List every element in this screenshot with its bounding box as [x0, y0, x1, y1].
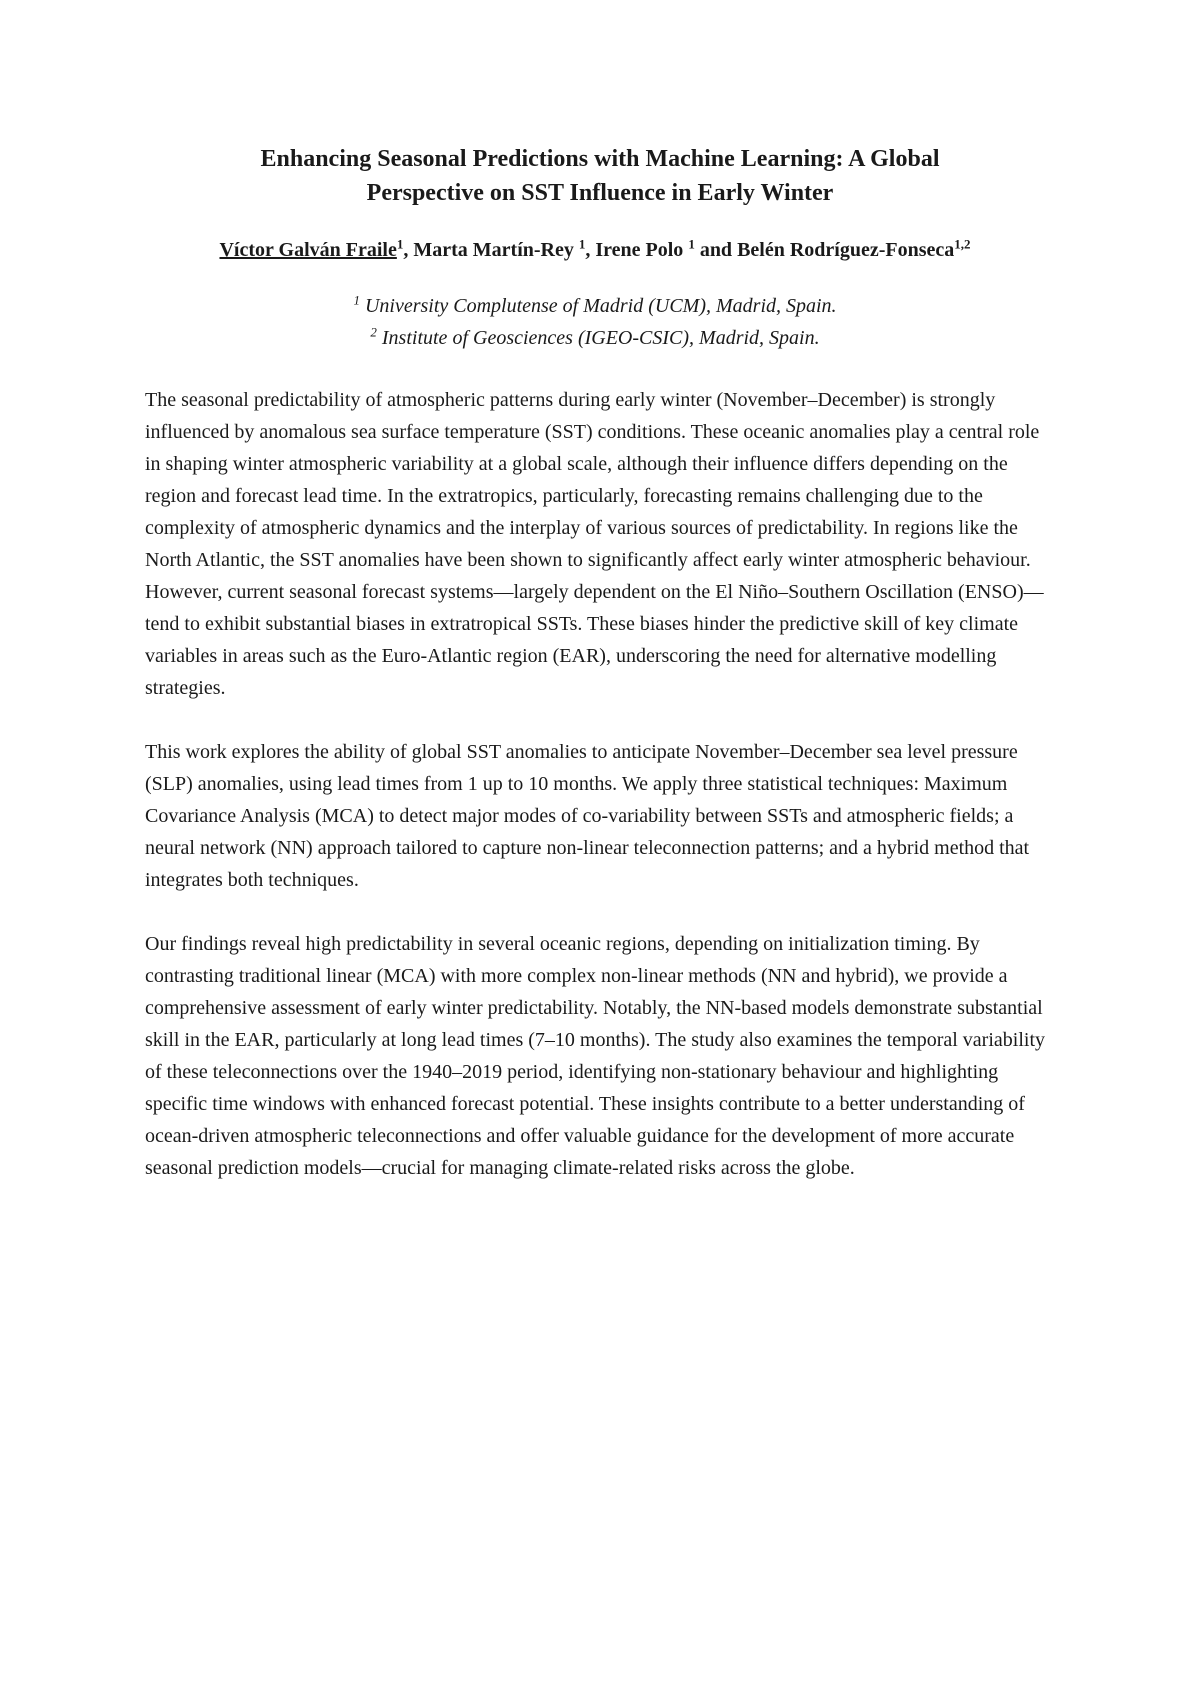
affiliation-mark: 2 [370, 324, 377, 340]
author-name: Irene Polo [595, 239, 689, 261]
author-name: Marta Martín-Rey [413, 239, 579, 261]
page-title [140, 142, 1060, 210]
affiliation-list [120, 290, 1070, 354]
author-separator: and [694, 239, 738, 261]
abstract-body [145, 384, 1050, 1216]
author-affiliation-mark: 1 [578, 236, 586, 252]
body-paragraph: The seasonal predictability of atmospheric patterns during early winter (November–December) is strongly influenced by anomalous sea surface temperature (SST) conditions. These oceanic anomalies play a central role in shaping winter atmospheric variability at a global scale, although their influence differs depending on the region and forecast lead time. In the extratropics, particularly, forecasting remains challenging due to the complexity of atmospheric dynamics and the interplay of various sources of predictability. In regions like the North Atlantic, the SST anomalies have been shown to significantly affect early winter atmospheric behaviour. However, current seasonal forecast systems—largely dependent on the El Niño–Southern Oscillation (ENSO)—tend to exhibit substantial biases in extratropical SSTs. These biases hinder the predictive skill of key climate variables in areas such as the Euro-Atlantic region (EAR), underscoring the need for alternative modelling strategies. [145, 389, 1044, 699]
affiliation-text: University Complutense of Madrid (UCM), Madrid, Spain. [359, 295, 837, 317]
author-separator: , [585, 239, 596, 261]
affiliation [120, 322, 1070, 354]
author-affiliation-mark: 1 [688, 236, 695, 252]
author-name: Belén Rodríguez-Fonseca [737, 239, 955, 261]
author-affiliation-mark: 1,2 [954, 236, 971, 252]
author-list [120, 236, 1070, 264]
body-paragraph: Our findings reveal high predictability in several oceanic regions, depending on initialization timing. By contrasting traditional linear (MCA) with more complex non-linear methods (NN and hybrid), we provide a comprehensive assessment of early winter predictability. Notably, the NN-based models demonstrate substantial skill in the EAR, particularly at long lead times (7–10 months). The study also examines the temporal variability of these teleconnections over the 1940–2019 period, identifying non-stationary behaviour and highlighting specific time windows with enhanced forecast potential. These insights contribute to a better understanding of ocean-driven atmospheric teleconnections and offer valuable guidance for the development of more accurate seasonal prediction models—crucial for managing climate-related risks across the globe. [145, 933, 1045, 1179]
affiliation [120, 290, 1070, 322]
body-paragraph: This work explores the ability of global SST anomalies to anticipate November–December sea level pressure (SLP) anomalies, using lead times from 1 up to 10 months. We apply three statistical techniques: Maximum Covariance Analysis (MCA) to detect major modes of co-variability between SSTs and atmospheric fields; a neural network (NN) approach tailored to capture non-linear teleconnection patterns; and a hybrid method that integrates both techniques. [145, 741, 1030, 891]
author-separator: , [403, 239, 414, 261]
author-affiliation-mark: 1 [396, 236, 404, 252]
author-name: Víctor Galván Fraile [219, 239, 397, 261]
title-line-1: Enhancing Seasonal Predictions with Machine Learning: A Global [260, 146, 940, 172]
affiliation-mark: 1 [353, 292, 360, 308]
title-line-2: Perspective on SST Influence in Early Winter [366, 180, 834, 206]
affiliation-text: Institute of Geosciences (IGEO-CSIC), Madrid, Spain. [376, 327, 820, 349]
